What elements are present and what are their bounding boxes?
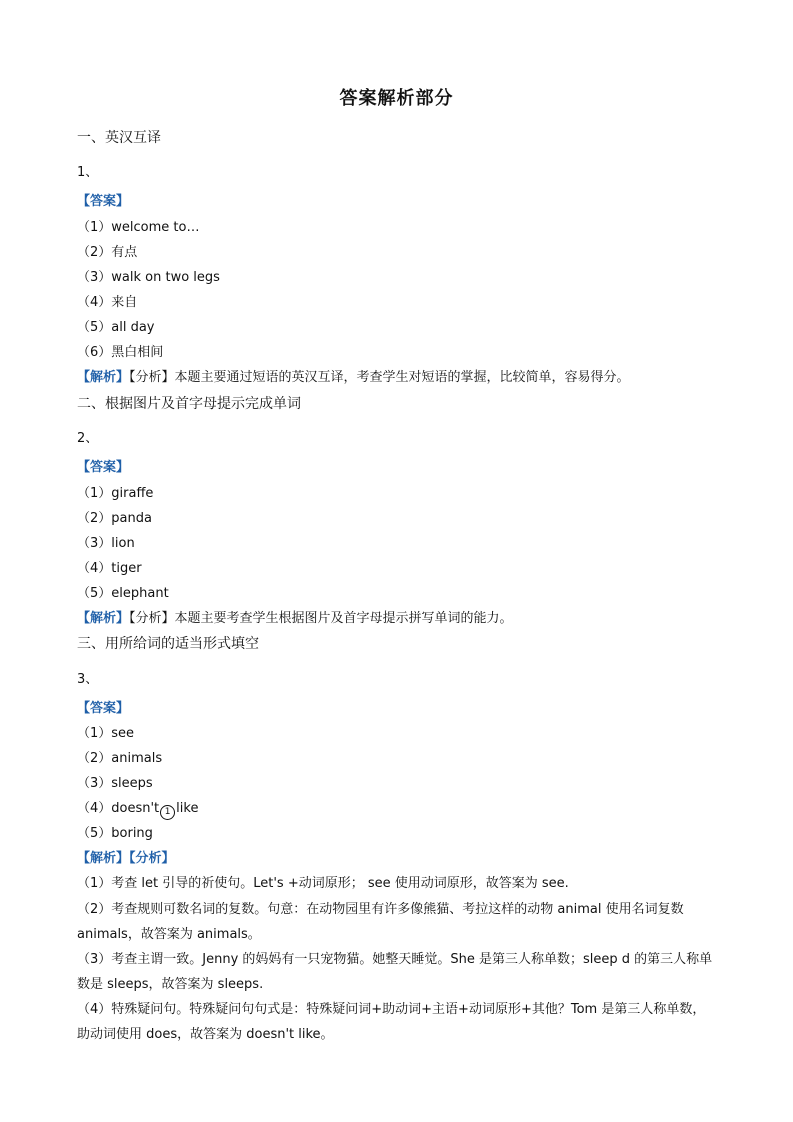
answer-item: （5）boring bbox=[77, 826, 153, 841]
explanation-paragraph: （1）考查 let 引导的祈使句。Let's +动词原形； see 使用动词原形，故答案为 see. bbox=[77, 876, 569, 891]
analysis-text: 【分析】本题主要考查学生根据图片及首字母提示拼写单词的能力。 bbox=[129, 611, 513, 626]
analysis bbox=[77, 849, 175, 869]
answer-item: （6）黑白相间 bbox=[77, 345, 164, 360]
section-heading: 一、英汉互译 bbox=[77, 130, 161, 146]
page-title: 答案解析部分 bbox=[339, 88, 454, 109]
analysis bbox=[77, 609, 513, 629]
answer-label: 【答案】 bbox=[77, 701, 130, 716]
analysis-text: 【分析】本题主要通过短语的英汉互译，考查学生对短语的掌握，比较简单，容易得分。 bbox=[129, 370, 630, 385]
answer-item: （1）welcome to… bbox=[77, 220, 200, 235]
answer-item: （1）see bbox=[77, 726, 135, 741]
answer-item: （2）有点 bbox=[77, 245, 138, 260]
answer-label: 【答案】 bbox=[77, 194, 130, 209]
answer-item: （1）giraffe bbox=[77, 486, 154, 501]
answer-item: （2）animals bbox=[77, 751, 163, 766]
section-heading: 二、根据图片及首字母提示完成单词 bbox=[77, 396, 301, 412]
section-heading: 三、用所给词的适当形式填空 bbox=[77, 636, 259, 652]
answer-item: （4）来自 bbox=[77, 295, 138, 310]
answer-item: （2）panda bbox=[77, 511, 152, 526]
question-number: 3、 bbox=[77, 672, 99, 687]
answer-item: （3）lion bbox=[77, 536, 135, 551]
answer-text: like bbox=[176, 801, 199, 816]
analysis-label: 【解析】 bbox=[77, 611, 130, 626]
explanation-paragraph: （2）考查规则可数名词的复数。句意：在动物园里有许多像熊猫、考拉这样的动物 animal 使用名词复数 animals，故答案为 animals。 bbox=[77, 902, 684, 942]
analysis bbox=[77, 368, 630, 388]
question-number: 2、 bbox=[77, 431, 99, 446]
question-number: 1、 bbox=[77, 165, 99, 180]
analysis-label: 【解析】 bbox=[77, 851, 130, 866]
circled-number: 1 bbox=[160, 805, 175, 820]
analysis-label: 【解析】 bbox=[77, 370, 130, 385]
answer-item: （4）tiger bbox=[77, 561, 142, 576]
answer-item: （3）walk on two legs bbox=[77, 270, 220, 285]
answer-text: （4）doesn't bbox=[77, 801, 160, 816]
analysis-text: 【分析】 bbox=[129, 851, 175, 866]
answer-item: （5）elephant bbox=[77, 586, 169, 601]
answer-item: （5）all day bbox=[77, 320, 155, 335]
answer-item: （3）sleeps bbox=[77, 776, 153, 791]
explanation-paragraph: （4）特殊疑问句。特殊疑问句句式是：特殊疑问词+助动词+主语+动词原形+其他？Tom 是第三人称单数，助动词使用 does，故答案为 doesn't like。 bbox=[77, 1002, 706, 1042]
explanation-paragraph: （3）考查主谓一致。Jenny 的妈妈有一只宠物猫。她整天睡觉。She 是第三人称单数；sleep d 的第三人称单数是 sleeps，故答案为 sleeps. bbox=[77, 952, 713, 992]
answer-item bbox=[77, 799, 198, 820]
answer-label: 【答案】 bbox=[77, 460, 130, 475]
